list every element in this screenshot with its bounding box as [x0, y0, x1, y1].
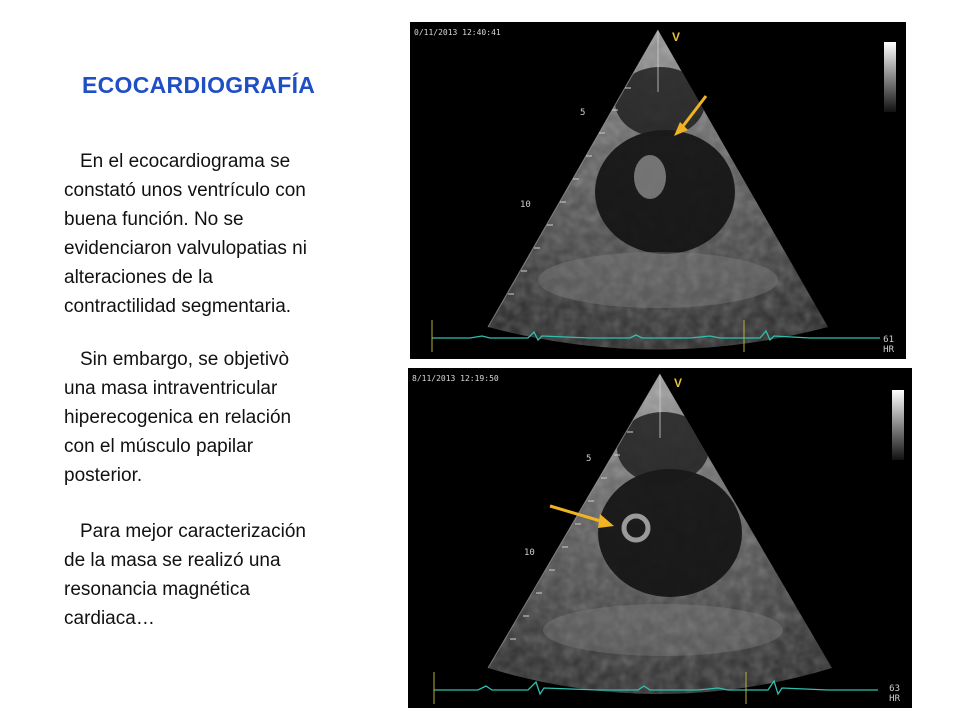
timestamp-label: 0/11/2013 12:40:41 [414, 28, 501, 37]
text-line: posterior. [64, 465, 143, 486]
paragraph-mri-followup [64, 517, 376, 633]
paragraph-mass-finding [64, 345, 376, 490]
text-line: hiperecogenica en relación [64, 407, 292, 428]
timestamp-label: 8/11/2013 12:19:50 [412, 374, 499, 383]
heart-rate-value: 61 [883, 335, 894, 345]
text-line: En el ecocardiograma se [80, 151, 291, 172]
heart-rate-label: HR [889, 694, 900, 704]
paragraph-ventricle-function [64, 147, 376, 321]
depth-label-5: 5 [580, 108, 586, 118]
text-line: resonancia magnética [64, 579, 250, 600]
text-line: constató unos ventrículo con [64, 180, 306, 201]
echocardiogram-image-bottom [408, 368, 912, 708]
echocardiogram-image-top [410, 22, 906, 359]
slide-title: ECOCARDIOGRAFÍA [82, 72, 316, 98]
echo-scan-graphic-top [410, 22, 906, 359]
heart-rate-value: 63 [889, 684, 900, 694]
text-line: Para mejor caracterización [80, 521, 306, 542]
probe-marker: V [674, 376, 683, 390]
depth-label-5: 5 [586, 454, 592, 464]
heart-rate-readout [883, 335, 894, 355]
text-line: con el músculo papilar [64, 436, 254, 457]
text-line: alteraciones de la [64, 267, 213, 288]
echo-scan-graphic-bottom [408, 368, 912, 708]
text-line: contractilidad segmentaria. [64, 296, 292, 317]
text-line: Sin embargo, se objetivò [80, 349, 290, 370]
text-line: buena función. No se [64, 209, 244, 230]
depth-label-10: 10 [524, 548, 535, 558]
text-line: una masa intraventricular [64, 378, 278, 399]
text-line: evidenciaron valvulopatias ni [64, 238, 307, 259]
text-line: cardiaca… [64, 608, 155, 629]
text-line: de la masa se realizó una [64, 550, 281, 571]
heart-rate-readout [889, 684, 900, 704]
depth-label-10: 10 [520, 200, 531, 210]
probe-marker: V [672, 30, 681, 44]
heart-rate-label: HR [883, 345, 894, 355]
